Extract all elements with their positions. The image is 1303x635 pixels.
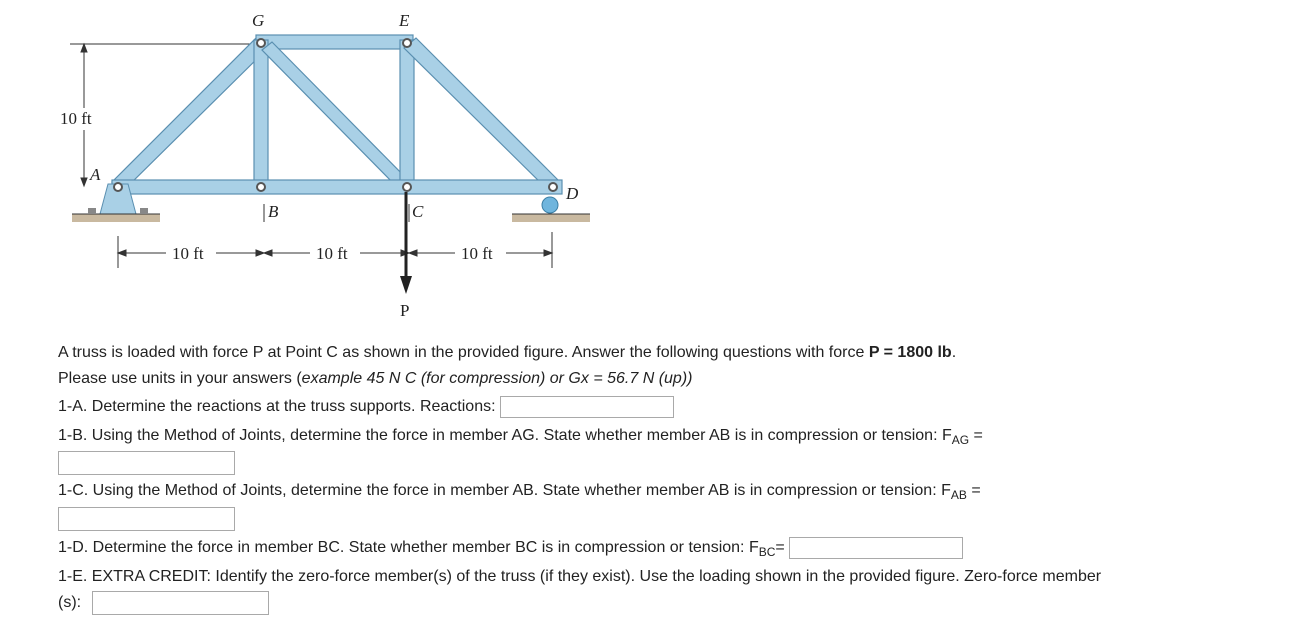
question-1b: 1-B. Using the Method of Joints, determine the force in member AG. State whether member AB is in compression or tension: $F_{AG}$ = [58,427,983,447]
joint-label-g: G [252,11,265,30]
fab-input[interactable] [58,507,235,531]
question-1d: 1-D. Determine the force in member BC. State whether member BC is in compression or tension: $F_{BC}=$ [58,537,963,559]
units-line: Please use units in your answers (example 45 N C (for compression) or Gx = 56.7 N (up)) [58,370,693,387]
units-example: example 45 N C (for compression) or Gx = 56.7 N (up)) [301,370,693,387]
joint-label-d: D [566,184,579,203]
span-dim-2: 10 ft [316,244,348,263]
truss-members [112,35,562,194]
span-dim-1: 10 ft [172,244,204,263]
joint-label-b: B [268,202,279,221]
load-label: P [400,301,410,320]
joint-label-a: A [90,165,101,184]
roller-support-d [512,197,590,222]
load-arrow [400,192,412,294]
height-dim-label: 10 ft [60,109,92,128]
truss-figure [0,0,640,330]
question-1e: 1-E. EXTRA CREDIT: Identify the zero-force member(s) of the truss (if they exist). Use the loading shown in the provided figure. Zero-force member [58,568,1102,585]
zero-force-input[interactable] [92,591,269,615]
span-dim-3: 10 ft [461,244,493,263]
joint-label-c: C [412,202,424,221]
fbc-input[interactable] [789,537,963,559]
load-value: P = 1800 lb [868,344,952,361]
question-1c: 1-C. Using the Method of Joints, determine the force in member AB. State whether member AB is in compression or tension: $F_{AB}$ = [58,482,981,502]
intro-line: A truss is loaded with force P at Point C as shown in the provided figure. Answer the following questions with force P = 1800 lb. [58,344,957,361]
question-1a: 1-A. Determine the reactions at the truss supports. Reactions: [58,396,674,418]
joint-label-e: E [399,11,410,30]
question-1e-line2: (s): [58,591,269,615]
fag-input[interactable] [58,451,235,475]
reactions-input[interactable] [500,396,674,418]
